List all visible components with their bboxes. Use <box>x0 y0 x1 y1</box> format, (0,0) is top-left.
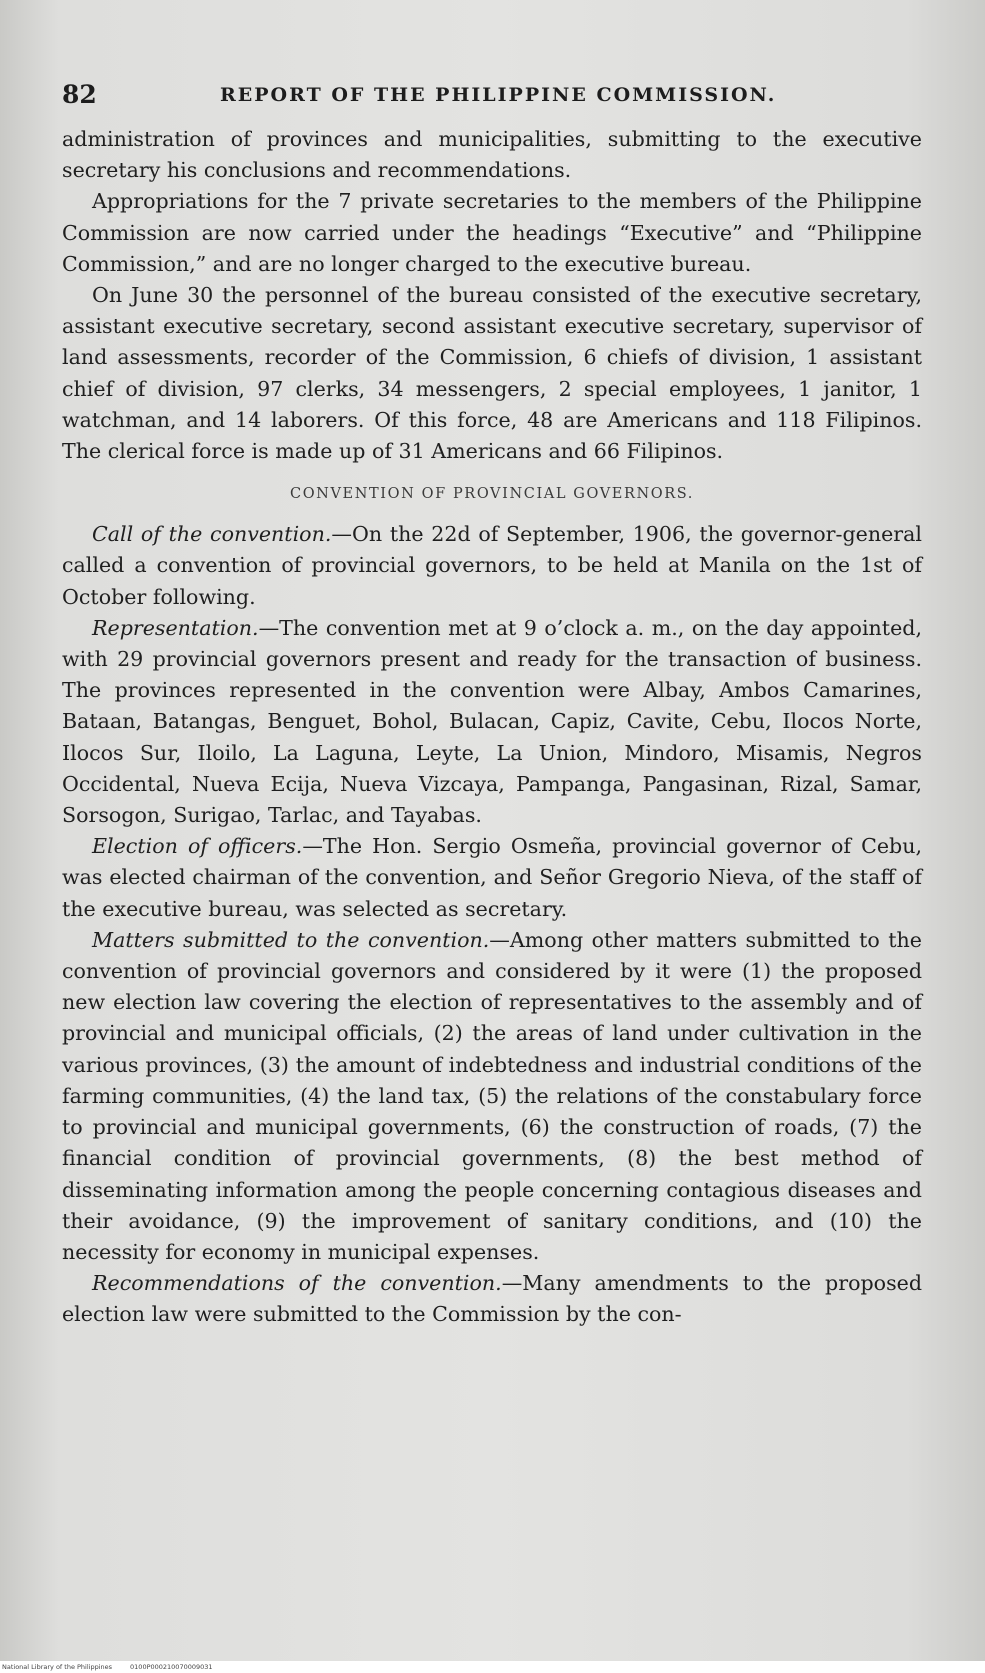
footer-library: National Library of the Philippines <box>2 1663 113 1671</box>
paragraph-election <box>62 831 922 925</box>
paragraph-recommendations-body: —Many amendments to the proposed election law were submitted to the Commission by the con- <box>62 1271 923 1327</box>
paragraph-representation <box>62 613 922 831</box>
run-in-heading-call: Call of the convention. <box>92 522 332 547</box>
run-in-heading-election: Election of officers. <box>92 834 303 859</box>
paragraph-election-body: —The Hon. Sergio Osmeña, provincial governor of Cebu, was elected chairman of the convention, and Señor Gregorio Nieva, of the staff of the executive bureau, was selected as secretary. <box>62 834 923 921</box>
paragraph-matters-body: —Among other matters submitted to the convention of provincial governors and considered by it were (1) the proposed new election law covering the election of representatives to the assembly and of provincial and municipal officials, (2) the areas of land under cultivation in the various provinces, (3) the amount of indebtedness and industrial conditions of the farming communities, (4) the land tax, (5) the relations of the constabulary force to provincial and municipal governments, (6) the construction of roads, (7) the financial condition of provincial governments, (8) the best method of disseminating information among the people concerning contagious diseases and their avoidance, (9) the improvement of sanitary conditions, and (10) the necessity for economy in municipal expenses. <box>62 927 922 1264</box>
run-in-heading-representation: Representation. <box>92 615 259 640</box>
paragraph-representation-body: —The convention met at 9 o’clock a. m., on the day appointed, with 29 provincial governors present and ready for the transaction of business. The provinces represented in the convention were Albay, Ambos Camarines, Bataan, Batangas, Benguet, Bohol, Bulacan, Capiz, Cavite, Cebu, Ilocos Norte, Ilocos Sur, Iloilo, La Laguna, Leyte, La Union, Mindoro, Misamis, Negros Occidental, Nueva Ecija, Nueva Vizcaya, Pampanga, Pangasinan, Rizal, Samar, Sorsogon, Surigao, Tarlac, and Tayabas. <box>62 615 922 828</box>
section-heading: CONVENTION OF PROVINCIAL GOVERNORS. <box>290 486 694 503</box>
run-in-heading-matters: Matters submitted to the convention. <box>92 927 490 952</box>
footer-id: 0100P000210070009031 <box>130 1663 213 1671</box>
paragraph-personnel: On June 30 the personnel of the bureau consisted of the executive secretary, assistant executive secretary, second assistant executive secretary, supervisor of land assessments, recorder of the Commission, 6 chiefs of division, 1 assistant chief of division, 97 clerks, 34 messengers, 2 special employees, 1 janitor, 1 watchman, and 14 laborers. Of this force, 48 are Americans and 118 Filipinos. The clerical force is made up of 31 Americans and 66 Filipinos. <box>62 283 922 464</box>
paragraph-matters <box>62 925 922 1268</box>
body-text <box>62 124 922 1331</box>
paragraph-call-body: —On the 22d of September, 1906, the governor-general called a convention of provincial governors, to be held at Manila on the 1st of October following. <box>62 522 922 609</box>
paragraph-recommendations <box>62 1268 922 1330</box>
paragraph-appropriations: Appropriations for the 7 private secretaries to the members of the Philippine Commission are now carried under the headings “Executive” and “Philippine Commission,” and are no longer charged to the executive bureau. <box>62 189 922 276</box>
page-header <box>62 78 922 114</box>
page-number: 82 <box>62 80 97 109</box>
run-in-heading-recommendations: Recommendations of the convention. <box>92 1271 502 1296</box>
running-head: REPORT OF THE PHILIPPINE COMMISSION. <box>220 84 777 106</box>
paragraph-call-of-convention <box>62 519 922 613</box>
paragraph-continuation: administration of provinces and municipalities, submitting to the executive secretary his conclusions and recommendations. <box>62 127 922 183</box>
scan-footer <box>0 1661 985 1673</box>
